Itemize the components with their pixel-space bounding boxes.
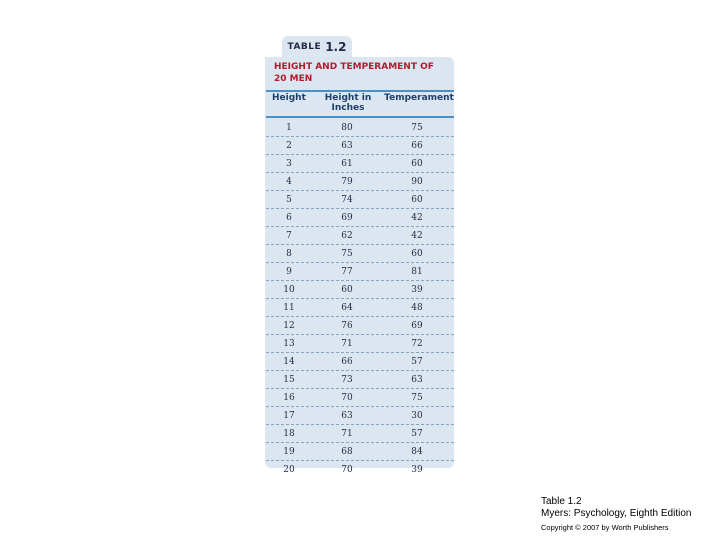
header-height-inches: Height in Inches — [324, 93, 372, 113]
height-cell: 70 — [341, 465, 353, 475]
table-row — [266, 371, 454, 389]
temperament-cell: 57 — [411, 429, 423, 439]
height-cell: 73 — [341, 375, 353, 385]
table-number: 1.2 — [325, 40, 347, 54]
height-cell: 66 — [341, 357, 353, 367]
height-cell: 63 — [341, 411, 353, 421]
height-cell: 70 — [341, 393, 353, 403]
person-number-cell: 3 — [286, 159, 292, 169]
table-row — [266, 119, 454, 137]
height-cell: 77 — [341, 267, 353, 277]
height-cell: 63 — [341, 141, 353, 151]
caption-title: Table 1.2 — [541, 496, 582, 507]
table-row — [266, 263, 454, 281]
table-row — [266, 389, 454, 407]
temperament-cell: 42 — [411, 213, 423, 223]
temperament-cell: 90 — [411, 177, 423, 187]
height-cell: 76 — [341, 321, 353, 331]
caption-copyright: Copyright © 2007 by Worth Publishers — [541, 523, 669, 532]
temperament-cell: 84 — [411, 447, 423, 457]
person-number-cell: 6 — [286, 213, 292, 223]
table-tag: TABLE — [287, 42, 322, 52]
table-row — [266, 209, 454, 227]
person-number-cell: 9 — [286, 267, 292, 277]
header-person: Height — [272, 93, 306, 103]
height-cell: 75 — [341, 249, 353, 259]
table-row — [266, 353, 454, 371]
table-row — [266, 137, 454, 155]
temperament-cell: 42 — [411, 231, 423, 241]
table-row — [266, 173, 454, 191]
height-cell: 79 — [341, 177, 353, 187]
temperament-cell: 57 — [411, 357, 423, 367]
person-number-cell: 14 — [283, 357, 295, 367]
table-title: HEIGHT AND TEMPERAMENT OF 20 MEN — [274, 62, 434, 84]
table-row — [266, 461, 454, 478]
table-row — [266, 317, 454, 335]
table-row — [266, 425, 454, 443]
person-number-cell: 10 — [283, 285, 295, 295]
temperament-cell: 60 — [411, 249, 423, 259]
height-cell: 60 — [341, 285, 353, 295]
height-cell: 64 — [341, 303, 353, 313]
height-cell: 62 — [341, 231, 353, 241]
temperament-cell: 60 — [411, 159, 423, 169]
person-number-cell: 5 — [286, 195, 292, 205]
person-number-cell: 11 — [283, 303, 295, 313]
height-cell: 69 — [341, 213, 353, 223]
table-tab — [282, 36, 352, 58]
person-number-cell: 12 — [283, 321, 295, 331]
table-body — [266, 119, 454, 478]
table-row — [266, 407, 454, 425]
temperament-cell: 63 — [411, 375, 423, 385]
person-number-cell: 1 — [286, 123, 292, 133]
height-cell: 71 — [341, 429, 353, 439]
table-row — [266, 227, 454, 245]
person-number-cell: 17 — [283, 411, 295, 421]
temperament-cell: 39 — [411, 285, 423, 295]
person-number-cell: 16 — [283, 393, 295, 403]
table-header — [266, 91, 454, 115]
temperament-cell: 75 — [411, 393, 423, 403]
table-row — [266, 443, 454, 461]
temperament-cell: 81 — [411, 267, 423, 277]
person-number-cell: 19 — [283, 447, 295, 457]
table-row — [266, 299, 454, 317]
table-row — [266, 335, 454, 353]
height-cell: 61 — [341, 159, 353, 169]
temperament-cell: 30 — [411, 411, 423, 421]
person-number-cell: 2 — [286, 141, 292, 151]
table-row — [266, 191, 454, 209]
person-number-cell: 7 — [286, 231, 292, 241]
table-row — [266, 245, 454, 263]
temperament-cell: 48 — [411, 303, 423, 313]
header-bottom-rule — [266, 116, 454, 118]
height-cell: 68 — [341, 447, 353, 457]
header-temperament: Temperament — [384, 93, 454, 103]
temperament-cell: 60 — [411, 195, 423, 205]
temperament-cell: 66 — [411, 141, 423, 151]
temperament-cell: 72 — [411, 339, 423, 349]
caption-source: Myers: Psychology, Eighth Edition — [541, 508, 692, 519]
person-number-cell: 15 — [283, 375, 295, 385]
person-number-cell: 8 — [286, 249, 292, 259]
table-row — [266, 281, 454, 299]
height-cell: 74 — [341, 195, 353, 205]
temperament-cell: 69 — [411, 321, 423, 331]
person-number-cell: 13 — [283, 339, 295, 349]
temperament-cell: 75 — [411, 123, 423, 133]
person-number-cell: 4 — [286, 177, 292, 187]
temperament-cell: 39 — [411, 465, 423, 475]
height-cell: 71 — [341, 339, 353, 349]
person-number-cell: 18 — [283, 429, 295, 439]
person-number-cell: 20 — [283, 465, 295, 475]
caption — [541, 496, 691, 534]
table-row — [266, 155, 454, 173]
height-cell: 80 — [341, 123, 353, 133]
